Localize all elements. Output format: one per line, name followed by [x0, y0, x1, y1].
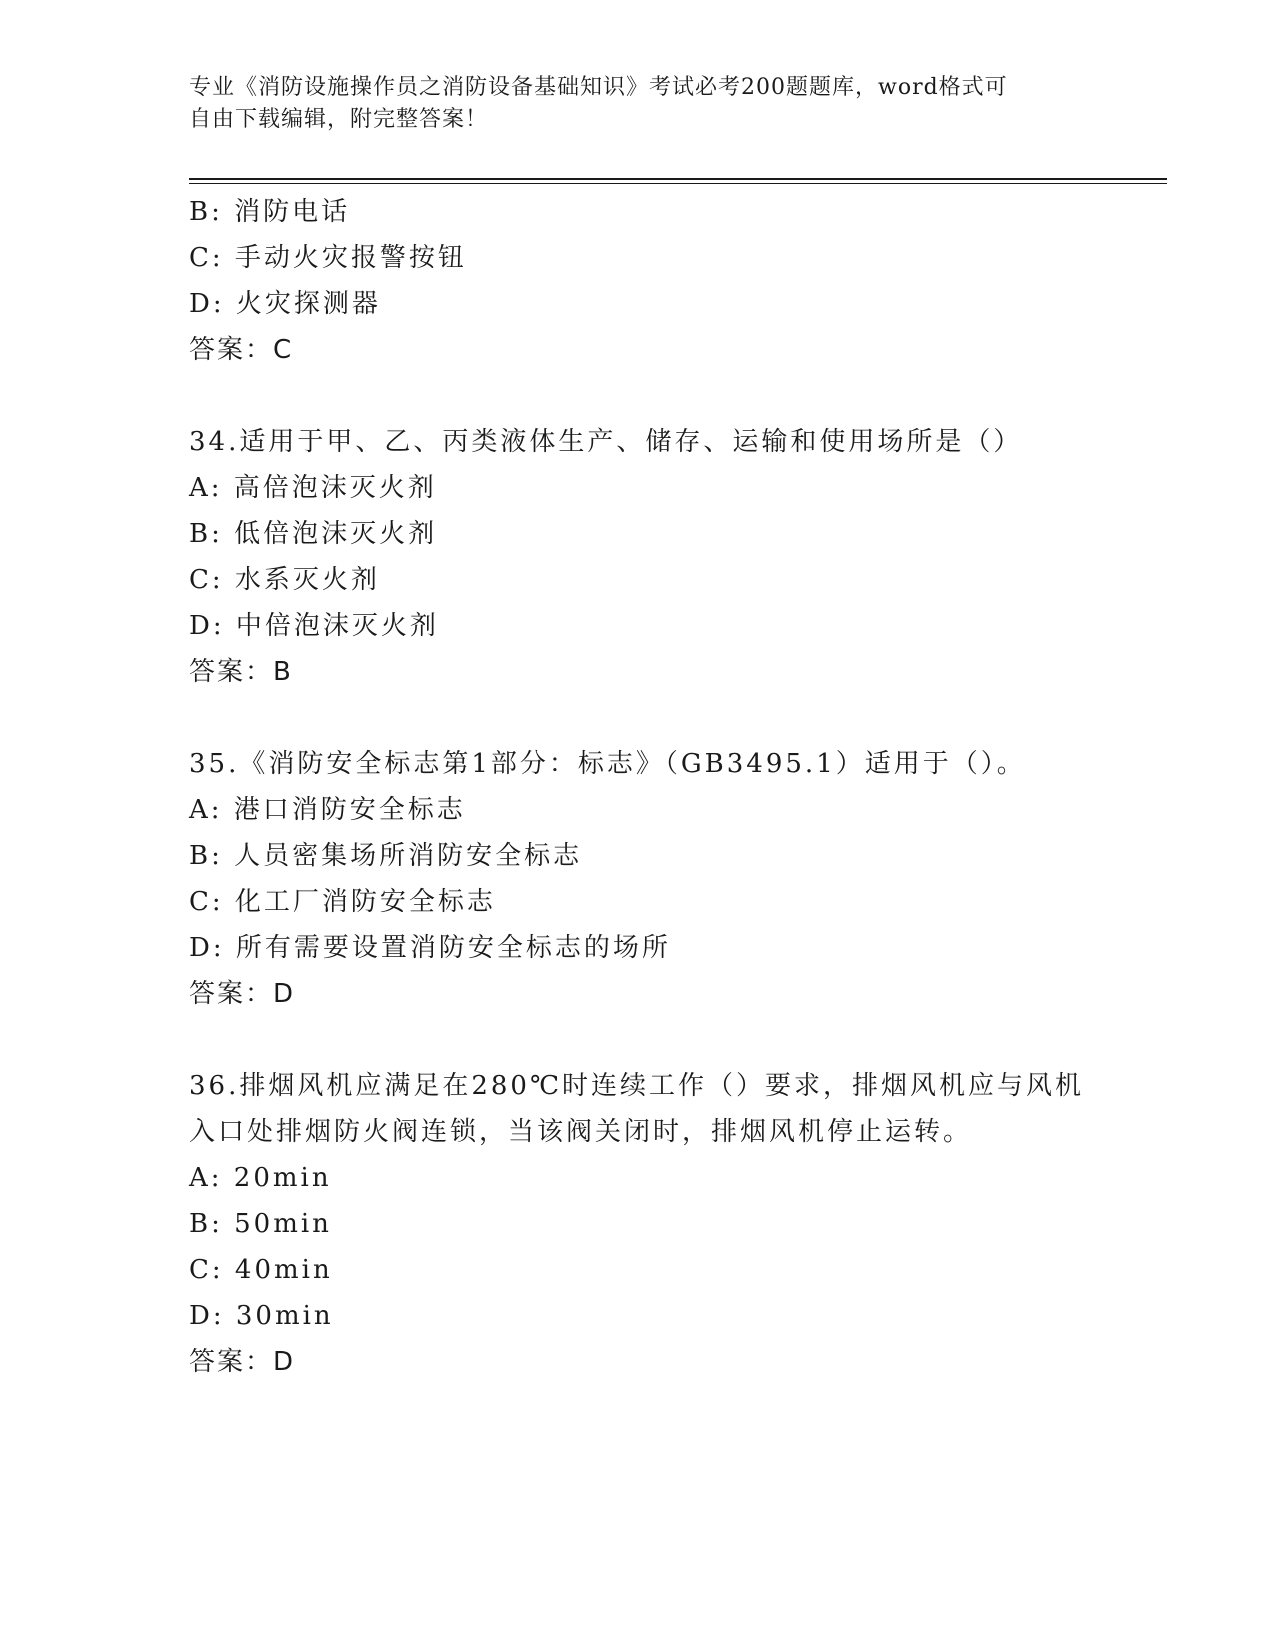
option-b: B: 消防电话 — [189, 197, 351, 227]
spacer — [189, 373, 1069, 419]
option-c: C: 40min — [189, 1255, 333, 1285]
header-line-2: 自由下载编辑，附完整答案！ — [189, 107, 489, 132]
question-stem-line-1: 36.排烟风机应满足在280℃时连续工作（）要求，排烟风机应与风机 — [189, 1071, 1085, 1101]
option-a: A: 港口消防安全标志 — [189, 795, 466, 825]
option-a: A: 高倍泡沫灭火剂 — [189, 473, 437, 503]
header-divider-thin — [189, 183, 1167, 184]
spacer — [189, 695, 1069, 741]
spacer — [189, 1017, 1069, 1063]
option-d: D: 火灾探测器 — [189, 289, 381, 319]
question-stem: 35.《消防安全标志第1部分：标志》（GB3495.1）适用于（）。 — [189, 749, 1026, 779]
question-list — [189, 189, 1085, 1385]
option-c: C: 手动火灾报警按钮 — [189, 243, 467, 273]
option-d: D: 30min — [189, 1301, 334, 1331]
option-b: B: 低倍泡沫灭火剂 — [189, 519, 438, 549]
option-b: B: 50min — [189, 1209, 332, 1239]
option-b: B: 人员密集场所消防安全标志 — [189, 841, 583, 871]
answer-line: 答案：B — [189, 657, 293, 687]
header-line-1: 专业《消防设施操作员之消防设备基础知识》考试必考200题题库，word格式可 — [189, 75, 1008, 100]
option-d: D: 所有需要设置消防安全标志的场所 — [189, 933, 671, 963]
answer-line: 答案：D — [189, 979, 296, 1009]
option-c: C: 水系灭火剂 — [189, 565, 380, 595]
answer-line: 答案：C — [189, 335, 294, 365]
option-d: D: 中倍泡沫灭火剂 — [189, 611, 439, 641]
page-header — [189, 72, 1069, 136]
question-block-34 — [189, 419, 1069, 695]
option-a: A: 20min — [189, 1163, 332, 1193]
header-divider-thick — [189, 178, 1167, 180]
question-stem-line-2: 入口处排烟防火阀连锁，当该阀关闭时，排烟风机停止运转。 — [189, 1117, 973, 1147]
question-block-36 — [189, 1063, 1085, 1385]
question-stem: 34.适用于甲、乙、丙类液体生产、储存、运输和使用场所是（） — [189, 427, 1023, 457]
question-block-35 — [189, 741, 1069, 1017]
answer-line: 答案：D — [189, 1347, 296, 1377]
option-c: C: 化工厂消防安全标志 — [189, 887, 496, 917]
question-block-continued — [189, 189, 1069, 373]
